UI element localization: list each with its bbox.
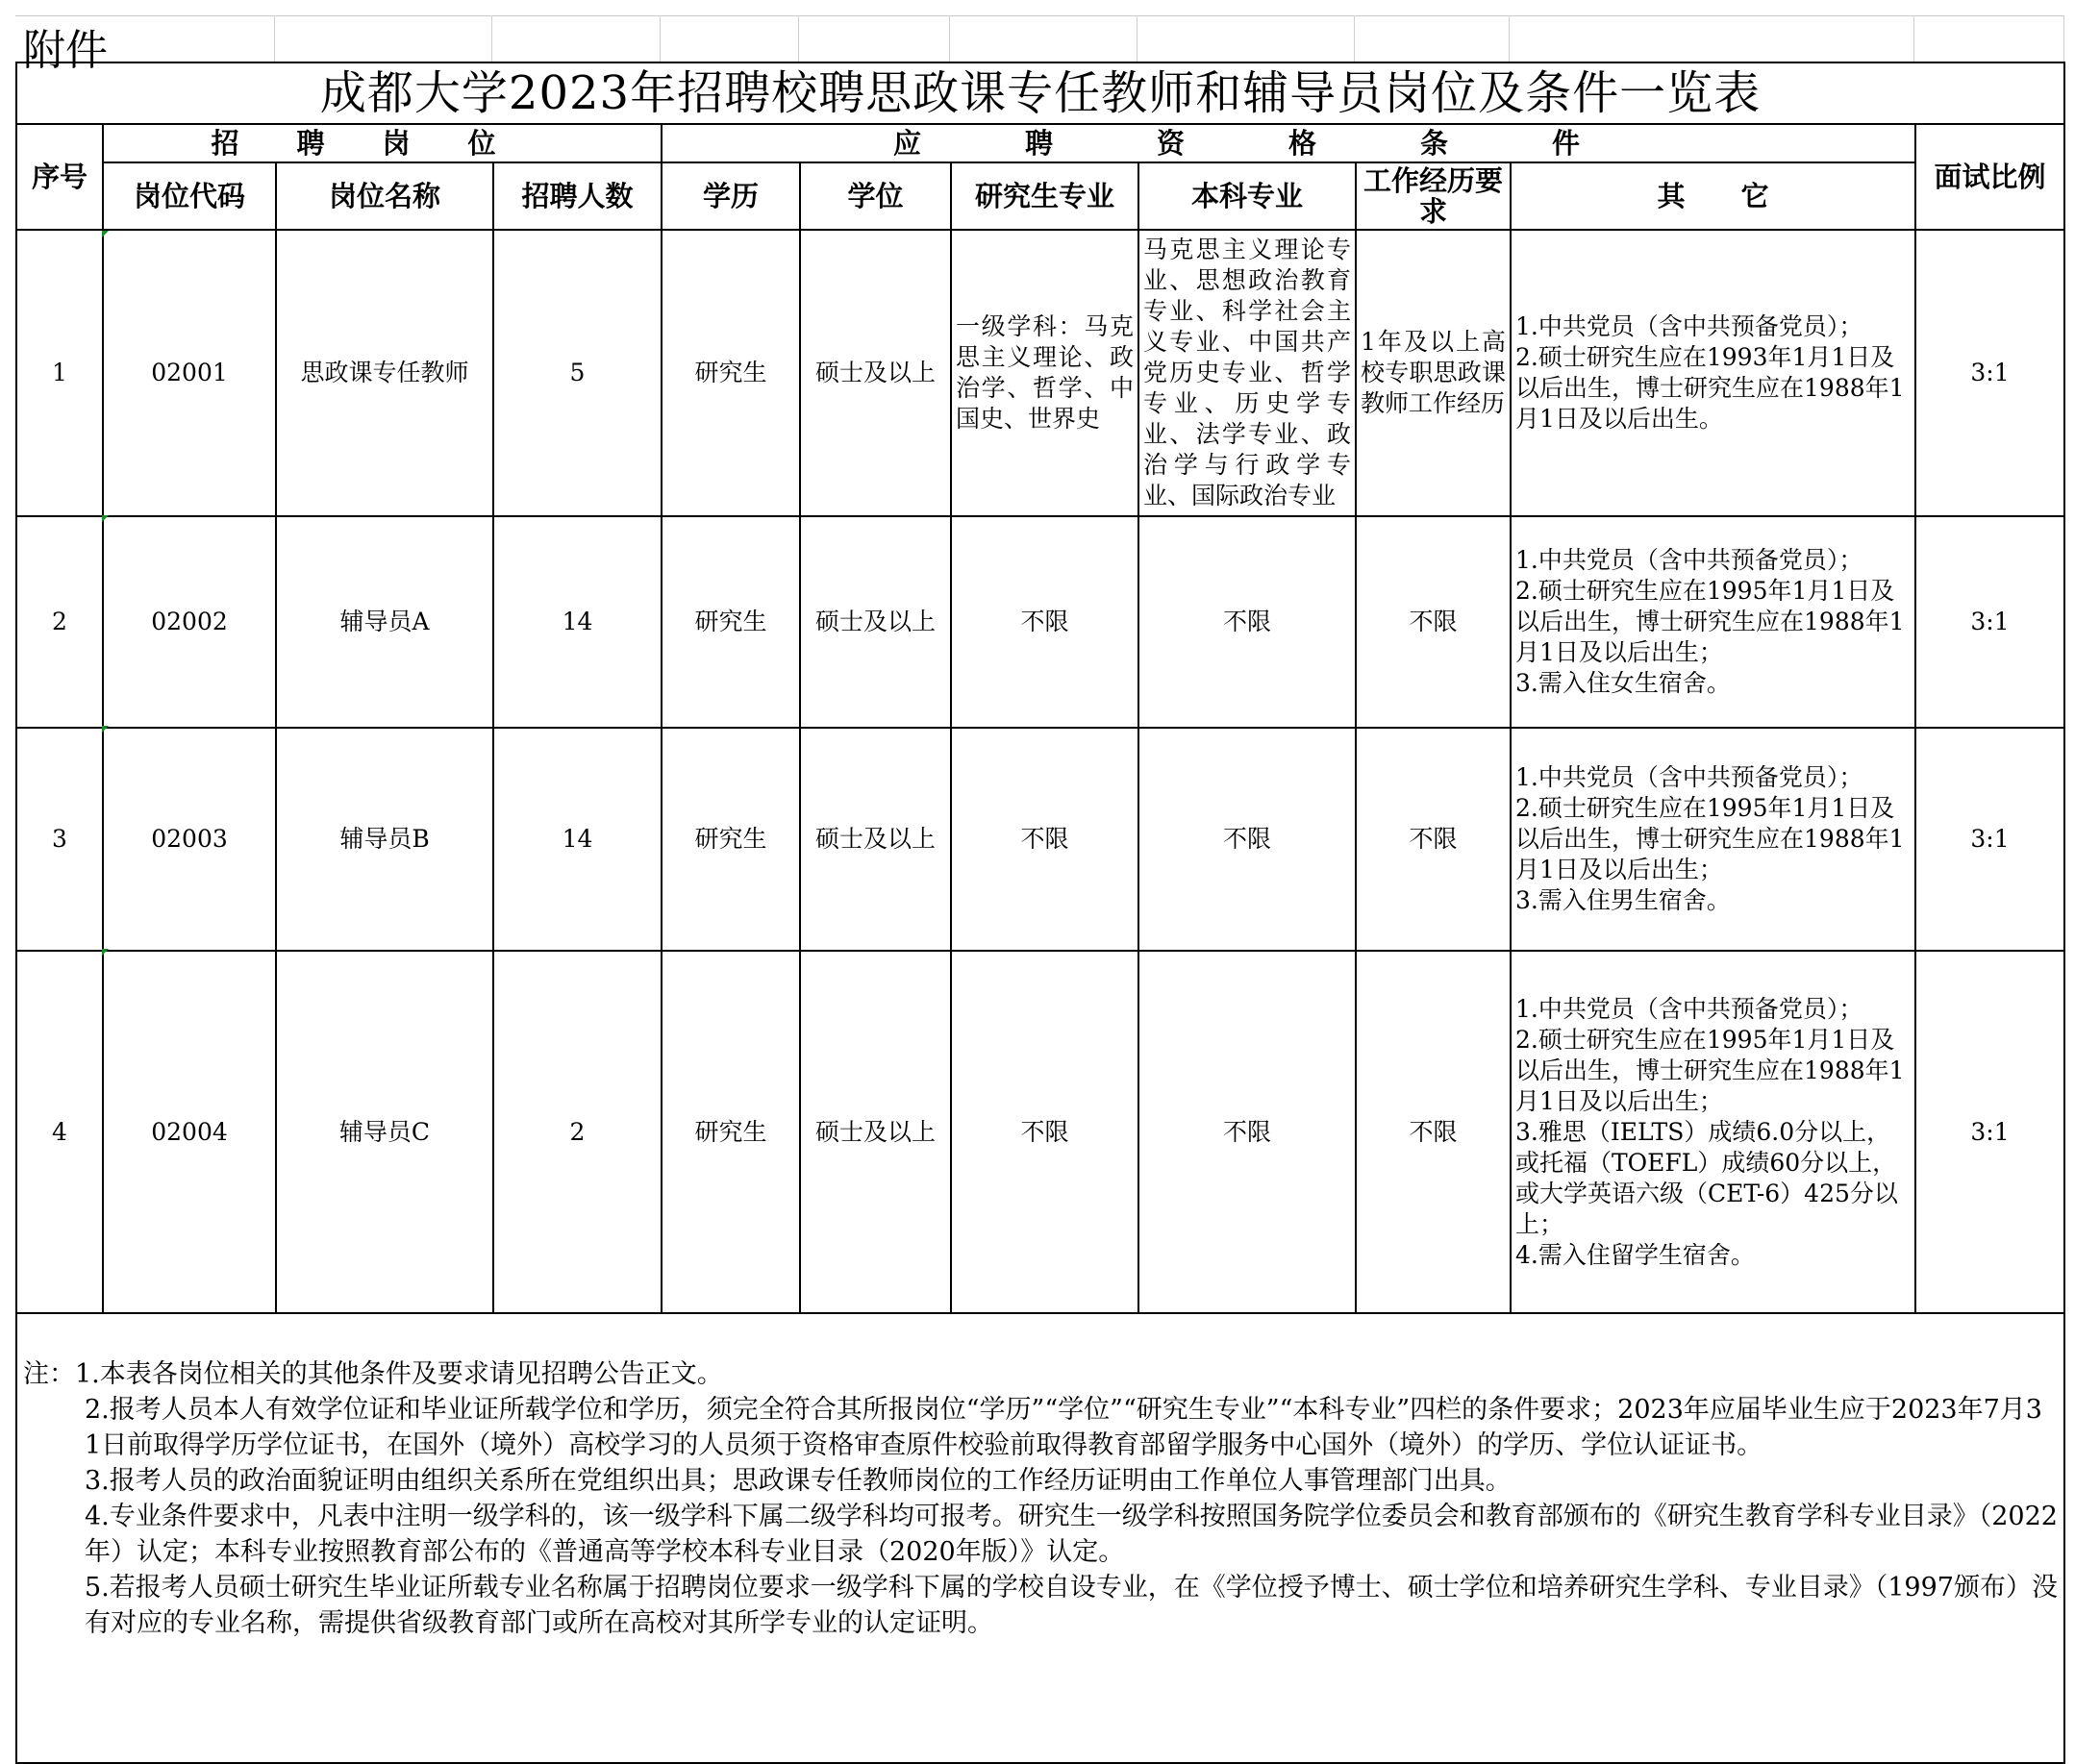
header-interview-ratio[interactable]: 面试比例 xyxy=(1915,124,2064,230)
gridline xyxy=(1913,15,1914,62)
cell-other[interactable]: 1.中共党员（含中共预备党员）； 2.硕士研究生应在1995年1月1日及以后出生，博士研究生应在1988年1月1日及以后出生； 3.需入住女生宿舍。 xyxy=(1511,516,1915,728)
cell-ratio[interactable]: 3:1 xyxy=(1915,516,2064,728)
header-work-experience[interactable]: 工作经历要求 xyxy=(1356,162,1511,230)
cell-count[interactable]: 5 xyxy=(493,230,662,516)
cell-name[interactable]: 思政课专任教师 xyxy=(276,230,493,516)
cell-work-experience[interactable]: 1年及以上高校专职思政课教师工作经历 xyxy=(1356,230,1511,516)
note-4 xyxy=(23,1499,2058,1570)
note-2-text: 2.报考人员本人有效学位证和毕业证所载学位和学历，须完全符合其所报岗位“学历”“学位”“研究生专业”“本科专业”四栏的条件要求；2023年应届毕业生应于2023年7月31日前取得学历学位证书，在国外（境外）高校学习的人员须于资格审查原件校验前取得教育部留学服务中心国外（境外）的学历、学位认证证书。 xyxy=(85,1395,2042,1460)
gridline xyxy=(2063,15,2064,62)
header-grad-major[interactable]: 研究生专业 xyxy=(951,162,1138,230)
cell-code[interactable]: 02004 xyxy=(103,951,276,1313)
note-3 xyxy=(23,1463,2058,1499)
cell-comment-marker xyxy=(102,949,109,956)
cell-count[interactable]: 14 xyxy=(493,728,662,951)
cell-seq[interactable]: 4 xyxy=(16,951,103,1313)
cell-code[interactable]: 02002 xyxy=(103,516,276,728)
header-position-name[interactable]: 岗位名称 xyxy=(276,162,493,230)
cell-other[interactable]: 1.中共党员（含中共预备党员）； 2.硕士研究生应在1995年1月1日及以后出生，博士研究生应在1988年1月1日及以后出生； 3.雅思（IELTS）成绩6.0分以上，或托福（TOEFL）成绩60分以上，或大学英语六级（CET-6）425分以上； 4.需入住留学生宿舍。 xyxy=(1511,951,1915,1313)
cell-ratio[interactable]: 3:1 xyxy=(1915,230,2064,516)
cell-undergrad-major[interactable]: 不限 xyxy=(1138,516,1356,728)
gridline xyxy=(798,15,799,62)
gridline xyxy=(1354,15,1355,62)
cell-code[interactable]: 02003 xyxy=(103,728,276,951)
note-4-text: 4.专业条件要求中，凡表中注明一级学科的，该一级学科下属二级学科均可报考。研究生一级学科按照国务院学位委员会和教育部颁布的《研究生教育学科专业目录》（2022年）认定；本科专业按照教育部公布的《普通高等学校本科专业目录（2020年版）》认定。 xyxy=(85,1502,2058,1567)
cell-ratio[interactable]: 3:1 xyxy=(1915,728,2064,951)
cell-seq[interactable]: 3 xyxy=(16,728,103,951)
cell-count[interactable]: 2 xyxy=(493,951,662,1313)
header-education[interactable]: 学历 xyxy=(662,162,800,230)
table-row xyxy=(16,516,2064,728)
notes-row xyxy=(16,1313,2064,1763)
table-title[interactable]: 成都大学2023年招聘校聘思政课专任教师和辅导员岗位及条件一览表 xyxy=(16,62,2064,124)
gridline xyxy=(1137,15,1138,62)
recruitment-table xyxy=(15,62,2065,1764)
cell-degree[interactable]: 硕士及以上 xyxy=(800,728,951,951)
cell-grad-major[interactable]: 一级学科：马克思主义理论、政治学、哲学、中国史、世界史 xyxy=(951,230,1138,516)
note-1: 注：1.本表各岗位相关的其他条件及要求请见招聘公告正文。 xyxy=(23,1359,723,1389)
note-2 xyxy=(23,1392,2058,1463)
cell-education[interactable]: 研究生 xyxy=(662,230,800,516)
cell-count[interactable]: 14 xyxy=(493,516,662,728)
spreadsheet-gridline-row xyxy=(15,15,2063,62)
cell-other[interactable]: 1.中共党员（含中共预备党员）； 2.硕士研究生应在1995年1月1日及以后出生，博士研究生应在1988年1月1日及以后出生； 3.需入住男生宿舍。 xyxy=(1511,728,1915,951)
attachment-label: 附件 xyxy=(23,26,108,75)
cell-name[interactable]: 辅导员B xyxy=(276,728,493,951)
title-row xyxy=(16,62,2064,124)
cell-degree[interactable]: 硕士及以上 xyxy=(800,951,951,1313)
cell-name[interactable]: 辅导员C xyxy=(276,951,493,1313)
cell-undergrad-major[interactable]: 马克思主义理论专业、思想政治教育专业、科学社会主义专业、中国共产党历史专业、哲学专业、历史学专业、法学专业、政治学与行政学专业、国际政治专业 xyxy=(1138,230,1356,516)
cell-education[interactable]: 研究生 xyxy=(662,728,800,951)
header-group-row xyxy=(16,124,2064,162)
cell-education[interactable]: 研究生 xyxy=(662,516,800,728)
header-seq[interactable]: 序号 xyxy=(16,124,103,230)
header-undergrad-major[interactable]: 本科专业 xyxy=(1138,162,1356,230)
gridline xyxy=(274,15,275,62)
header-position-code[interactable]: 岗位代码 xyxy=(103,162,276,230)
cell-undergrad-major[interactable]: 不限 xyxy=(1138,951,1356,1313)
cell-comment-marker xyxy=(102,515,109,522)
cell-work-experience[interactable]: 不限 xyxy=(1356,516,1511,728)
table-row xyxy=(16,728,2064,951)
header-degree[interactable]: 学位 xyxy=(800,162,951,230)
note-5 xyxy=(23,1570,2058,1641)
cell-seq[interactable]: 1 xyxy=(16,230,103,516)
cell-work-experience[interactable]: 不限 xyxy=(1356,728,1511,951)
table-row xyxy=(16,951,2064,1313)
header-group-position[interactable]: 招聘岗位 xyxy=(103,124,662,162)
cell-grad-major[interactable]: 不限 xyxy=(951,728,1138,951)
cell-comment-marker xyxy=(102,726,109,733)
cell-grad-major[interactable]: 不限 xyxy=(951,951,1138,1313)
cell-comment-marker xyxy=(102,231,109,237)
cell-degree[interactable]: 硕士及以上 xyxy=(800,516,951,728)
header-headcount[interactable]: 招聘人数 xyxy=(493,162,662,230)
cell-undergrad-major[interactable]: 不限 xyxy=(1138,728,1356,951)
cell-seq[interactable]: 2 xyxy=(16,516,103,728)
cell-other[interactable]: 1.中共党员（含中共预备党员）； 2.硕士研究生应在1993年1月1日及以后出生，博士研究生应在1988年1月1日及以后出生。 xyxy=(1511,230,1915,516)
gridline xyxy=(1509,15,1510,62)
notes-cell[interactable] xyxy=(16,1313,2064,1763)
cell-name[interactable]: 辅导员A xyxy=(276,516,493,728)
header-sub-row xyxy=(16,162,2064,230)
gridline xyxy=(491,15,492,62)
header-other[interactable]: 其 它 xyxy=(1511,162,1915,230)
note-3-text: 3.报考人员的政治面貌证明由组织关系所在党组织出具；思政课专任教师岗位的工作经历证明由工作单位人事管理部门出具。 xyxy=(85,1466,1512,1496)
cell-work-experience[interactable]: 不限 xyxy=(1356,951,1511,1313)
header-group-conditions[interactable]: 应聘资格条件 xyxy=(662,124,1915,162)
cell-degree[interactable]: 硕士及以上 xyxy=(800,230,951,516)
cell-ratio[interactable]: 3:1 xyxy=(1915,951,2064,1313)
cell-education[interactable]: 研究生 xyxy=(662,951,800,1313)
table-row xyxy=(16,230,2064,516)
cell-code[interactable]: 02001 xyxy=(103,230,276,516)
cell-grad-major[interactable]: 不限 xyxy=(951,516,1138,728)
gridline xyxy=(949,15,950,62)
gridline xyxy=(660,15,661,62)
note-5-text: 5.若报考人员硕士研究生毕业证所载专业名称属于招聘岗位要求一级学科下属的学校自设专业，在《学位授予博士、硕士学位和培养研究生学科、专业目录》（1997颁布）没有对应的专业名称，需提供省级教育部门或所在高校对其所学专业的认定证明。 xyxy=(85,1573,2058,1638)
